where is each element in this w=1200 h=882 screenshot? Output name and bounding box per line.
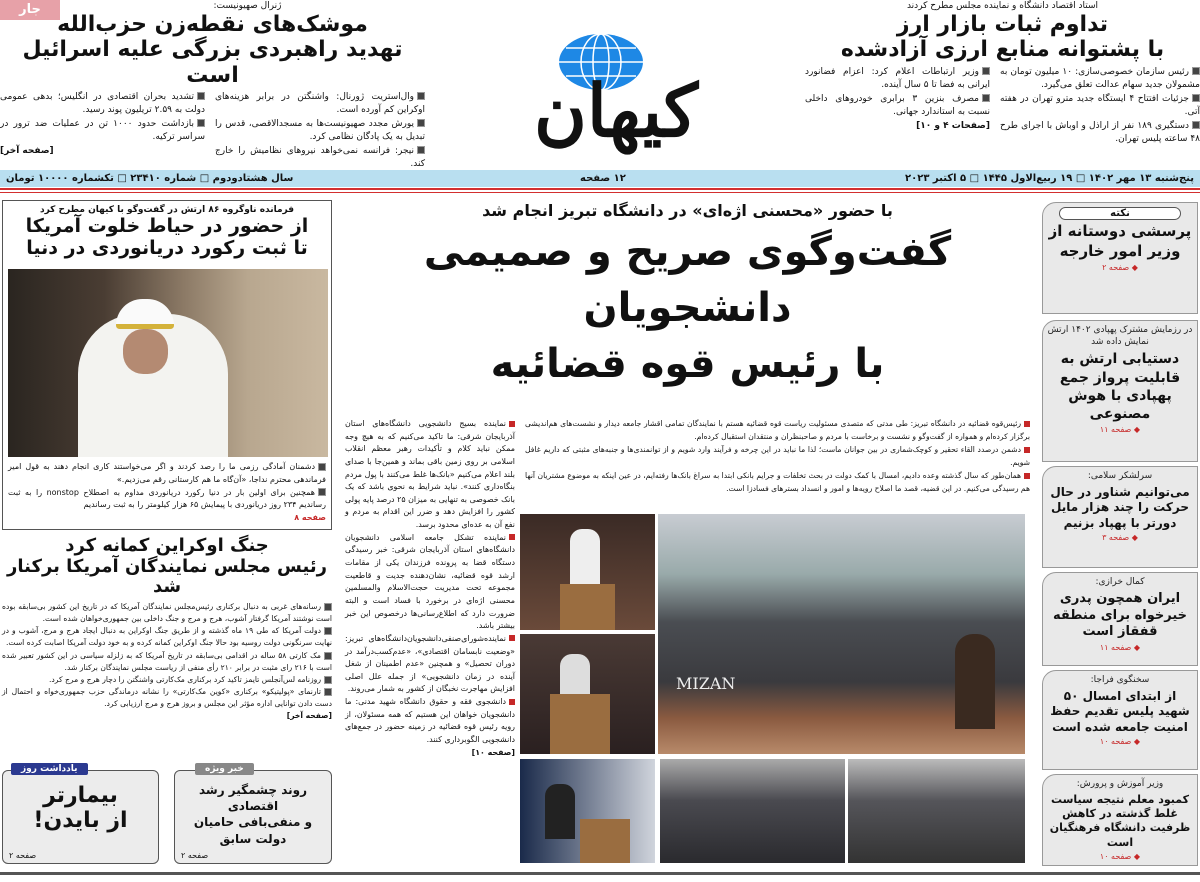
page-ref[interactable]: [صفحه ۱۰] [471, 747, 515, 757]
headline: از بایدن! [33, 808, 128, 834]
top-right-teaser[interactable] [805, 0, 1200, 168]
photo-speaker-2 [520, 634, 655, 754]
headline: جنگ اوکراین کمانه کرد [65, 535, 269, 556]
section-tag: خبر ویژه [195, 763, 254, 775]
bullet: تشدید بحران اقتصادی در انگلیس؛ بدهی عمومی دولت به ۲.۵۹ تریلیون پوند رسید. [0, 91, 205, 118]
page-ref[interactable]: ◆ صفحه ۲ [1047, 263, 1193, 272]
bullet: نماینده بسیج دانشجویی دانشگاه‌های استان آذربایجان شرقی: ما تاکید می‌کنیم که به هیچ وجه ممکن نباید کلام و تأکیدات رهبر معظم انقلاب اسلامی بر روی زمین باقی بماند و همین‌جا با صدای بلند اعلام می‌کنیم «بانک‌ها غلط می‌کنند با پول مردم بنگاه‌داری کنند». نباید شرایط به نحوی باشد که یک بانک خصوصی به تنهایی به میزان ۲۵ درصد پایه پولی کشور را افزایش دهد و ضرر این اقدام به مردم و نفع آن به عده‌ای محدود برسد. [345, 418, 515, 532]
page-ref[interactable]: [صفحه آخر] [0, 145, 54, 156]
sidebar-item[interactable] [1042, 774, 1198, 866]
bullet: وال‌استریت ژورنال: واشنگتن در برابر هزینه‌های اوکراین کم آورده است. [215, 91, 425, 118]
page-ref[interactable]: ◆ صفحه ۱۰ [1047, 852, 1193, 861]
issue-info-bar [0, 170, 1200, 187]
bullet: نماینده تشکل جامعه اسلامی دانشجویان دانشگاه‌های استان آذربایجان شرقی: خبر رسیدگی دستگاه قضا به پرونده فرزندان یکی از مقامات ارشد قوه قضائیه، نشان‌دهنده جدیت و قاطعیت مجموعه تحت مدیریت حجت‌الاسلام والمسلمین محسنی اژه‌ای در برخورد با فساد است و البته ضرورت دارد که اطلاع‌رسانی‌ها درخصوص این خبر بیشتر باشد. [345, 532, 515, 633]
headline: می‌توانیم شناور در حال حرکت را چند هزار مایل دورتر با پهپاد بزنیم [1050, 484, 1190, 530]
section-tag: نکته [1059, 207, 1181, 220]
page-ref[interactable]: صفحه ۲ [181, 851, 209, 860]
headline: پرسشی دوستانه از وزیر امور خارجه [1048, 222, 1192, 260]
page-count: ۱۲ صفحه [580, 173, 626, 184]
bullet: همان‌طور که سال گذشته وعده دادیم، امسال با کمک دولت در بحث تخلفات و جرایم بانکی ابتدا به سراغ بانک‌ها رفته‌ایم، در عین اینکه به موضوع مشتریان آنها هم رسیدگی می‌کنیم. در این قضیه، قصد ما اصلاح رویه‌ها و امور و انسداد بسترهای فسادزا است. [525, 470, 1030, 496]
editorial-box[interactable] [2, 764, 159, 864]
sidebar-item[interactable] [1042, 572, 1198, 666]
headline: تا ثبت رکورد دریانوردی در دنیا [26, 236, 308, 259]
headline: بیمارتر [43, 783, 118, 808]
bullet: دستگیری ۱۸۹ نفر از اراذل و اوباش با اجرای طرح ۴۸ ساعته پلیس تهران. [1000, 120, 1200, 147]
section-tag: یادداشت روز [11, 763, 88, 775]
page-ref[interactable]: [صفحه آخر] [286, 711, 332, 721]
bullet: دولت آمریکا که طی ۱۹ ماه گذشته و از طریق جنگ اوکراین به دنبال ایجاد هرج و مرج، آشوب و در نهایت سرنگونی دولت روسیه بود حالا جنگ اوکراین کمانه کرده و به خود دولت آمریکا اصابت کرده است. [2, 625, 332, 649]
bullet: نیجر: فرانسه نمی‌خواهد نیروهای نظامیش را خارج کند. [215, 145, 425, 172]
kicker: با حضور «محسنی اژه‌ای» در دانشگاه تبریز انجام شد [482, 201, 893, 220]
bullet: دانشجوی فقه و حقوق دانشگاه شهید مدنی: ما دانشجویان خواهان این هستیم که همه مسئولان، از رویه رئیس قوه قضائیه در زمینه حضور در جمع‌های دانشجویی الگوبرداری کنند. [345, 696, 515, 747]
headline: رئیس مجلس نمایندگان آمریکا برکنار شد [7, 555, 327, 598]
headline: موشک‌های نقطه‌زن حزب‌الله [57, 12, 368, 37]
top-left-teaser[interactable] [0, 0, 425, 168]
headline: تداوم ثبات بازار ارز [896, 12, 1109, 37]
headline: با پشتوانه منابع ارزی آزادشده [840, 37, 1165, 63]
headline: و منفی‌بافی حامیان دولت سابق [193, 815, 313, 846]
photo-audience-hall [658, 514, 1025, 754]
bottom-rule [0, 872, 1200, 875]
headline: دستیابی ارتش به قابلیت پرواز جمع پهپادی با هوش مصنوعی [1059, 351, 1181, 422]
photo-credit: MIZAN [676, 674, 736, 693]
sidebar-item[interactable] [1042, 202, 1198, 314]
bullet: همچنین برای اولین بار در دنیا رکورد دریانوردی مداوم به اصطلاح nonstop را به ثبت رساندیم ۲۳۴ روز دریانوردی با پیمایش ۶۵ هزار کیلومتر را به ثبت رساندیم [8, 487, 326, 513]
headline: از ابتدای امسال ۵۰ شهید پلیس تقدیم حفظ امنیت جامعه شده است [1050, 688, 1190, 734]
kicker: ژنرال صهیونیست: [213, 1, 282, 11]
bullet: رئیس‌قوه قضائیه در دانشگاه تبریز: طی مدتی که متصدی مسئولیت ریاست قوه قضائیه هستم با نمایندگان تمامی اقشار جامعه دیدار و نشست‌های هم‌اندیشی برگزار کرده‌ام و همواره از گفت‌وگو و نشست و برخاست با مردم و صاحبنظران و منتقدان استقبال کرده‌ام. [525, 418, 1030, 444]
photo-speaker-3 [520, 759, 655, 863]
bullet: بازداشت حدود ۱۰۰۰ تن در عملیات ضد ترور در سراسر ترکیه. [0, 118, 205, 145]
photo-audience-2 [660, 759, 845, 863]
kicker: سرلشکر سلامی: [1087, 471, 1153, 481]
headline: ایران همچون پدری خیرخواه برای منطقه قفقاز است [1052, 590, 1188, 640]
kicker: در رزمایش مشترک پهپادی ۱۴۰۲ ارتش نمایش داده شد [1047, 325, 1193, 347]
bullet: دشمنان آمادگی رزمی ما را رصد کردند و اگر می‌خواستند کاری انجام دهند به قول امیر فرماندهی محترم نداجا، «آن‌گاه ما هم کارستانی رقم می‌زدیم.» [8, 461, 326, 487]
issue-number: سال هشتادودوم □ شماره ۲۳۴۱۰ □ تکشماره ۱۰۰۰۰ تومان [6, 173, 294, 184]
sidebar-item[interactable] [1042, 670, 1198, 770]
photo-speaker-1 [520, 514, 655, 630]
page-ref[interactable]: صفحه ۸ [294, 513, 326, 523]
special-news-box[interactable] [174, 764, 332, 864]
page-ref[interactable]: صفحه ۲ [9, 851, 37, 860]
headline: روند چشمگیر رشد اقتصادی [198, 783, 308, 814]
kicker: وزیر آموزش و پرورش: [1076, 779, 1164, 789]
bullet: وزیر ارتباطات اعلام کرد: اعزام فضانورد ایرانی به فضا تا ۵ سال آینده. [805, 66, 990, 93]
bullet: رسانه‌های غربی به دنبال برکناری رئیس‌مجلس نمایندگان آمریکا که در تاریخ این کشور بی‌سابقه بوده است نوشتند آمریکا گرفتار آشوب، هرج و مرج و جنگ داخلی بین جمهوری‌خواهان شده است. [2, 601, 332, 625]
headline: گفت‌وگوی صریح و صمیمی دانشجویان [423, 229, 952, 332]
issue-date: پنج‌شنبه ۱۳ مهر ۱۴۰۲ □ ۱۹ ربیع‌الاول ۱۴۴۵ □ ۵ اکتبر ۲۰۲۳ [905, 173, 1194, 184]
headline: از حضور در حیاط خلوت آمریکا [25, 215, 309, 237]
bullet: نماینده‌شورای‌صنفی‌دانشجویان‌دانشگاه‌های تبریز: «وضعیت نابسامان اقتصادی»، «عدم‌کسب‌درآمد در دوران تحصیل» و همچنین «عدم اطمینان از شغل آینده در زمان دانشجویی» از جمله علل اصلی افزایش مهاجرت نخبگان از کشور به شمار می‌روند. [345, 633, 515, 696]
bullet: تارنمای «پولیتیکو» برکناری «کوین مک‌کارتی» را نشانه درماندگی حزب جمهوری‌خواه و احتمال از دست دادن توانایی اداره مؤثر این مجلس و بروز هرج و مرج ارزیابی کرد. [2, 686, 332, 710]
page-ref[interactable]: ◆ صفحه ۱۰ [1047, 737, 1193, 746]
bullet: رئیس سازمان خصوصی‌سازی: ۱۰ میلیون تومان به مشمولان جدید سهام عدالت تعلق می‌گیرد. [1000, 66, 1200, 93]
logo-text: کیهان [533, 68, 698, 153]
commander-photo [8, 269, 328, 457]
headline: کمبود معلم نتیجه سیاست غلط گذشته در کاهش ظرفیت دانشگاه فرهنگیان است [1049, 792, 1191, 849]
page-ref[interactable]: ◆ صفحه ۱۱ [1047, 643, 1193, 652]
page-ref[interactable]: ◆ صفحه ۳ [1047, 533, 1193, 542]
kicker: کمال خرازی: [1095, 577, 1145, 587]
kicker: استاد اقتصاد دانشگاه و نماینده مجلس مطرح کردند [906, 1, 1099, 11]
sidebar-item[interactable] [1042, 320, 1198, 462]
photo-audience-3 [848, 759, 1025, 863]
bullet: یورش مجدد صهیونیست‌ها به مسجدالاقصی، قدس را تبدیل به یک پادگان نظامی کرد. [215, 118, 425, 145]
page-ref[interactable]: ◆ صفحه ۱۱ [1047, 425, 1193, 434]
bullet: جزئیات افتتاح ۴ ایستگاه جدید مترو تهران در هفته آتی. [1000, 93, 1200, 120]
kicker: فرمانده ناوگروه ۸۶ ارتش در گفت‌وگو با کیهان مطرح کرد [39, 205, 295, 215]
main-story[interactable] [340, 196, 1035, 866]
bullet: مک کارتی ۵۸ ساله در اقدامی بی‌سابقه در تاریخ آمریکا که به زلزله سیاسی در این کشور تعبیر شده است با ۲۱۶ رای مثبت در برابر ۲۱۰ رأی منفی از ریاست مجلس نمایندگان برکنار شد. [2, 650, 332, 674]
navy-story[interactable] [2, 200, 332, 530]
kicker: سخنگوی فراجا: [1090, 675, 1150, 685]
sidebar-item[interactable] [1042, 466, 1198, 568]
ukraine-story[interactable] [2, 536, 332, 762]
watermark: جار [0, 0, 60, 20]
page-ref[interactable]: [صفحات ۴ و ۱۰] [916, 120, 990, 131]
headline: تهدید راهبردی بزرگی علیه اسرائیل است [22, 37, 403, 88]
headline: با رئیس قوه قضائیه [490, 341, 885, 388]
masthead-logo [432, 10, 800, 160]
bullet: مصرف بنزین ۳ برابری خودروهای داخلی نسبت به استاندارد جهانی. [805, 93, 990, 120]
bullet: روزنامه لس‌آنجلس تایمز تاکید کرد برکناری مک‌کارتی واشنگتن را دچار هرج و مرج کرد. [2, 674, 332, 686]
bullet: دشمن درصدد القاء تحقیر و کوچک‌شماری در بین جوانان ماست؛ لذا ما نباید در این چرخه و فرآیند وارد شویم و از توانمندی‌ها و جنبه‌های مثبتی که داریم غافل شویم. [525, 444, 1030, 470]
divider [0, 188, 1200, 193]
